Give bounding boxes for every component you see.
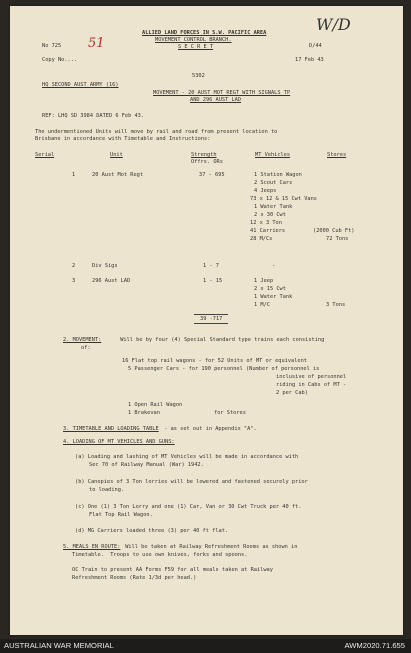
col-strength-sub: Offrs. ORs [191, 159, 223, 165]
row1-vehicle: 28 M/Cs [250, 236, 273, 242]
para3-label: 3. TIMETABLE AND LOADING TABLE [63, 426, 159, 432]
strength-total: 39 -717 [194, 314, 228, 324]
row1-vehicle: 4 Jeeps [254, 188, 277, 194]
footer-source: AUSTRALIAN WAR MEMORIAL [4, 641, 114, 650]
handwritten-number: 51 [88, 36, 105, 51]
row3-vehicle: 1 Jeep [254, 278, 274, 284]
row1-vehicle: 2 Scout Cars [254, 180, 293, 186]
para4-c: Flat Top Rail Wagon. [89, 512, 153, 518]
document-date: 17 Feb 43 [295, 57, 324, 63]
row1-strength: 37 - 695 [199, 172, 225, 178]
row3-vehicle: 1 Water Tank [254, 294, 293, 300]
row1-vehicle: 73 x 12 & 15 Cwt Vans [250, 196, 317, 202]
para2-text2: of: [81, 345, 91, 351]
para2-item: for Stores [214, 410, 246, 416]
para5-text: Will be taken at Railway Refreshment Rooms as shown in [122, 544, 298, 550]
para3-text: - as set out in Appendix "A". [161, 426, 257, 432]
file-ref: D/44 [309, 43, 322, 49]
para2-item: riding in Cabs of MT - [276, 382, 347, 388]
para2-item: inclusive of personnel [276, 374, 347, 380]
code: 5302 [192, 73, 205, 79]
para2-label: 2. MOVEMENT: [63, 337, 102, 343]
row3-strength: 1 - 15 [203, 278, 223, 284]
row3-vehicle: 2 x 15 Cwt [254, 286, 286, 292]
row1-unit: 20 Aust Mot Regt [92, 172, 144, 178]
row1-vehicle: 41 Carriers [250, 228, 286, 234]
copy-number: Copy No.... [42, 57, 78, 63]
row1-vehicle: 12 x 3 Ton [250, 220, 282, 226]
para4-b: (b) Canopies of 3 Ton lorries will be lowered and fastened securely prior [75, 479, 308, 485]
header-line3: S E C R E T [178, 44, 214, 50]
para4-d: (d) MG Carriers loaded three (3) per 40 ft flat. [75, 528, 229, 534]
para4-label: 4. LOADING OF MT VEHICLES AND GUNS: [63, 439, 175, 445]
col-serial: Serial [35, 152, 55, 158]
row3-vehicle: 1 M/C [254, 302, 270, 308]
row1-vehicle: 1 Station Wagon [254, 172, 302, 178]
row1-serial: 1 [72, 172, 76, 178]
para2-text: Will be by four (4) Special Standard type trains each consisting [117, 337, 325, 343]
col-unit: Unit [110, 152, 123, 158]
row3-serial: 3 [72, 278, 76, 284]
para4-b: to loading. [89, 487, 125, 493]
footer-bar [0, 639, 411, 653]
para4-a: (a) Loading and lashing of MT Vehicles will be made in accordance with [75, 454, 299, 460]
row3-stores: 3 Tons [326, 302, 346, 308]
para4-c: (c) One (1) 3 Ton Lorry and one (1) Car, Van or 30 Cwt Truck per 40 ft. [75, 504, 302, 510]
row2-serial: 2 [72, 263, 76, 269]
header-line1: ALLIED LAND FORCES IN S.W. PACIFIC AREA [142, 30, 267, 36]
document-page [10, 6, 403, 635]
header-line2: MOVEMENT CONTROL BRANCH. [155, 37, 232, 43]
row2-strength: 1 - 7 [203, 263, 219, 269]
para2-item: 16 Flat top rail wagons - for 52 Units of MT or equivalent [122, 358, 307, 364]
intro-line-1: The undermentioned Units will move by rail and road from present location to [35, 129, 278, 135]
movement-heading-2: AND 296 AUST LAD [190, 97, 242, 103]
row2-unit: Div Sigs [92, 263, 118, 269]
para2-item: 2 per Cab) [276, 390, 308, 396]
para5-line: Refreshment Rooms (Rate 1/3d per head.) [72, 575, 197, 581]
footer-accession: AWM2020.71.655 [344, 641, 405, 650]
movement-heading-1: MOVEMENT - 20 AUST MOT REGT WITH SIGNALS TP [153, 90, 291, 96]
para2-item: 5 Passenger Cars - for 190 personnel (Number of personnel is [128, 366, 320, 372]
row1-stores: (2000 Cub Ft) [313, 228, 355, 234]
col-vehicles: MT Vehicles [255, 152, 291, 158]
para2-item: 1 Open Rail Wagon [128, 402, 183, 408]
row1-stores: 72 Tons [326, 236, 349, 242]
para2-item: 1 Brakevan [128, 410, 160, 416]
para5-line: OC Train to present AA Forms F59 for all meals taken at Railway [72, 567, 273, 573]
row1-vehicle: 2 x 30 Cwt [254, 212, 286, 218]
row2-vehicle: - [272, 263, 276, 269]
intro-line-2: Brisbane in accordance with Timetable and Instructions: [35, 136, 211, 142]
addressee: HQ SECOND AUST ARMY (16) [42, 82, 119, 88]
col-stores: Stores [327, 152, 347, 158]
para4-a: Sec 70 of Railway Manual (War) 1942. [89, 462, 204, 468]
handwritten-corner: W/D [316, 15, 351, 34]
reference: REF: LHQ SD 3984 DATED 6 Feb 43. [42, 113, 145, 119]
para5-line: Timetable. Troops to use own knives, forks and spoons. [72, 552, 248, 558]
para5-label: 5. MEALS EN ROUTE: [63, 544, 121, 550]
row1-vehicle: 1 Water Tank [254, 204, 293, 210]
row3-unit: 296 Aust LAD [92, 278, 131, 284]
document-number: No 725 [42, 43, 62, 49]
col-strength: Strength [191, 152, 217, 158]
